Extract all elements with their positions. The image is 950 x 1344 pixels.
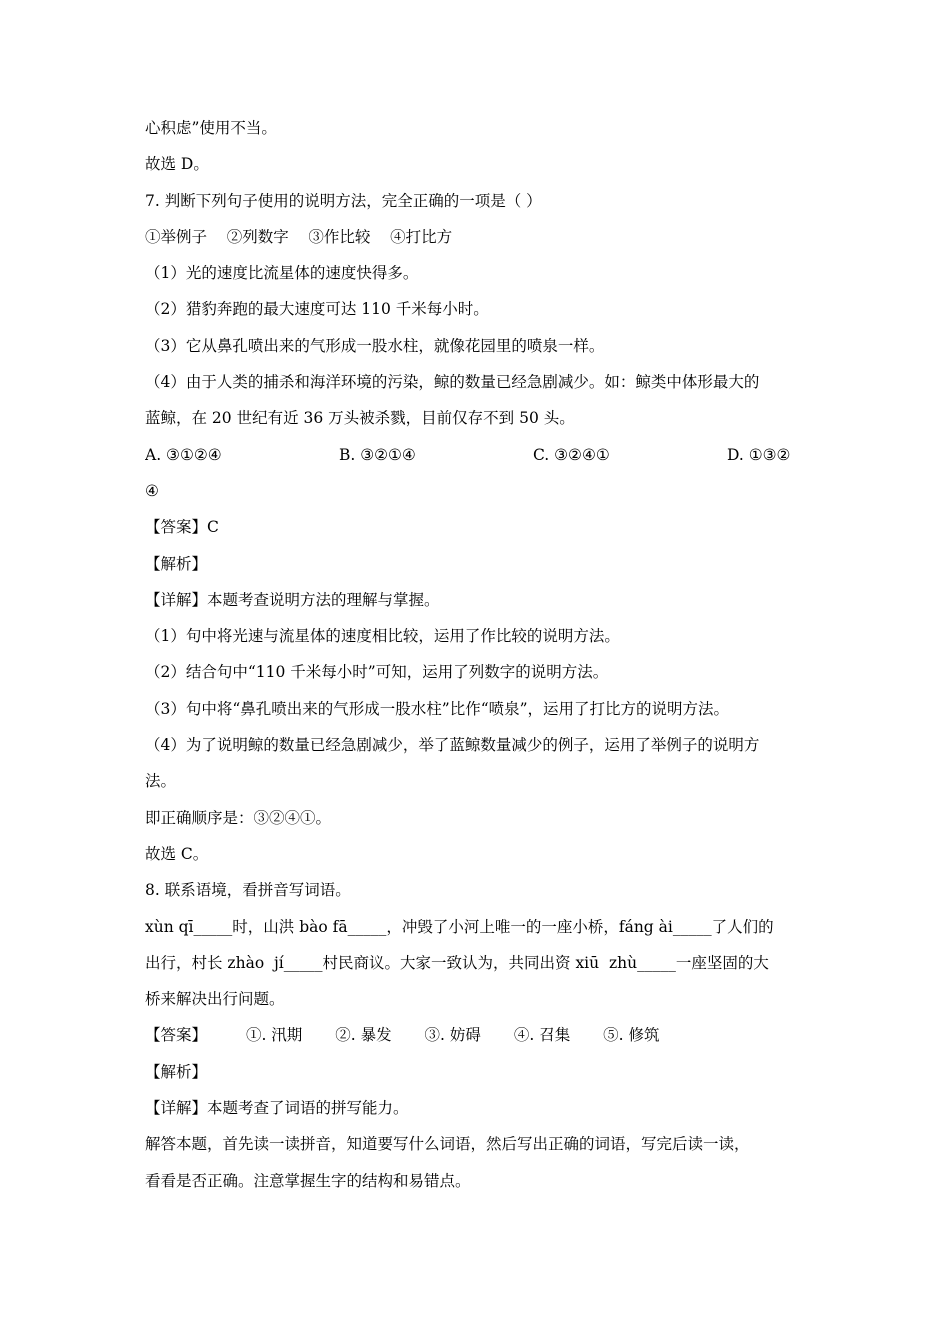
sentence-2: （2）猎豹奔跑的最大速度可达 110 千米每小时。 xyxy=(145,300,489,319)
option-d-cont: ④ xyxy=(145,481,159,500)
answer-7: 【答案】C xyxy=(145,518,219,537)
sentence-1: （1）光的速度比流星体的速度快得多。 xyxy=(145,264,419,283)
text-line: 心积虑”使用不当。 xyxy=(145,119,277,137)
option-b: B. ③②①④ xyxy=(339,445,416,464)
sentence-4-cont: 蓝鲸，在 20 世纪有近 36 万头被杀戮，目前仅存不到 50 头。 xyxy=(145,409,575,428)
detail-7: 【详解】本题考查说明方法的理解与掌握。 xyxy=(145,590,440,609)
sentence-3: （3）它从鼻孔喷出来的气形成一股水柱，就像花园里的喷泉一样。 xyxy=(145,336,605,355)
text-line: 故选 D。 xyxy=(145,155,209,174)
explanation-4: （4）为了说明鲸的数量已经急剧减少，举了蓝鲸数量减少的例子，运用了举例子的说明方 xyxy=(145,736,760,755)
answer-8 xyxy=(145,1017,810,1053)
detail-8: 【详解】本题考查了词语的拼写能力。 xyxy=(145,1099,409,1118)
answer-8-item: ⑤. 修筑 xyxy=(603,1026,660,1045)
correct-order: 即正确顺序是：③②④①。 xyxy=(145,808,332,827)
answer-8-item: ④. 召集 xyxy=(513,1026,571,1045)
answer-8-item: ①. 汛期 xyxy=(245,1026,303,1045)
explanation-3: （3）句中将“鼻孔喷出来的气形成一股水柱”比作“喷泉”，运用了打比方的说明方法。 xyxy=(145,699,730,718)
explanation-2: （2）结合句中“110 千米每小时”可知，运用了列数字的说明方法。 xyxy=(145,663,609,682)
detail-8-body-cont: 看看是否正确。注意掌握生字的结构和易错点。 xyxy=(145,1171,471,1190)
detail-8-body: 解答本题，首先读一读拼音，知道要写什么词语，然后写出正确的词语，写完后读一读， xyxy=(145,1135,750,1154)
options-row xyxy=(145,437,810,473)
question-8-stem: 8. 联系语境，看拼音写词语。 xyxy=(145,881,351,900)
method-list: ①举例子 ②列数字 ③作比较 ④打比方 xyxy=(145,227,453,246)
sentence-4: （4）由于人类的捕杀和海洋环境的污染，鲸的数量已经急剧减少。如：鲸类中体形最大的 xyxy=(145,373,760,392)
question-7-stem: 7. 判断下列句子使用的说明方法，完全正确的一项是（ ） xyxy=(145,191,542,210)
answer-8-item: ③. 妨碍 xyxy=(424,1026,481,1045)
explanation-1: （1）句中将光速与流星体的速度相比较，运用了作比较的说明方法。 xyxy=(145,627,620,646)
analysis-7-heading: 【解析】 xyxy=(145,554,208,573)
option-c: C. ③②④① xyxy=(533,445,610,464)
pinyin-passage-3: 桥来解决出行问题。 xyxy=(145,990,285,1009)
analysis-8-heading: 【解析】 xyxy=(145,1062,208,1081)
option-a: A. ③①②④ xyxy=(145,445,222,464)
document-page xyxy=(145,110,810,1199)
choice-line: 故选 C。 xyxy=(145,844,209,863)
option-d: D. ①③② xyxy=(727,445,791,464)
answer-8-item: ②. 暴发 xyxy=(335,1026,392,1045)
answer-8-tag: 【答案】 xyxy=(145,1026,208,1045)
pinyin-passage-1: xùn qī_____时，山洪 bào fā_____，冲毁了小河上唯一的一座小桥，fáng ài_____了人们的 xyxy=(145,917,774,936)
pinyin-passage-2: 出行，村长 zhào jí_____村民商议。大家一致认为，共同出资 xiū zhù_____一座坚固的大 xyxy=(145,953,769,972)
explanation-4-cont: 法。 xyxy=(145,772,177,791)
